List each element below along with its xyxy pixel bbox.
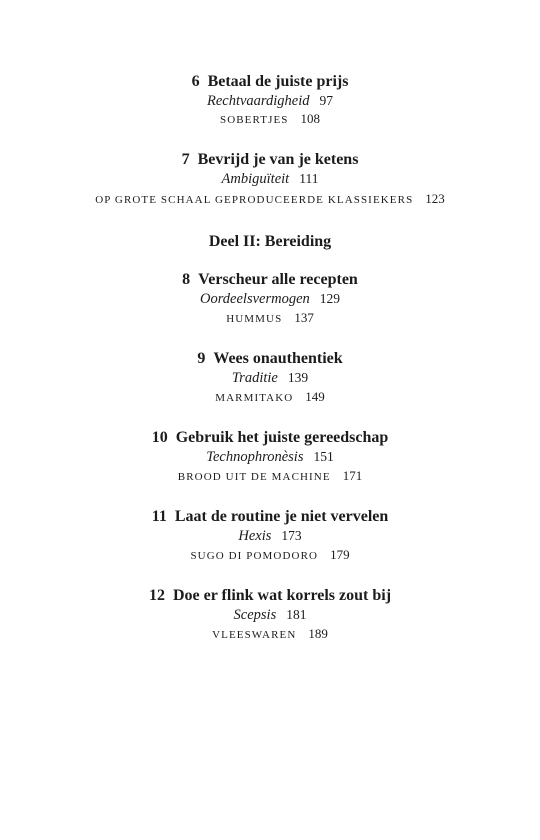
chapter-12-heading [0, 588, 540, 604]
chapter-number: 11 [151, 508, 167, 525]
chapter-title: Laat de routine je niet vervelen [174, 508, 389, 525]
recipe-title: BROOD UIT DE MACHINE [177, 471, 331, 483]
page-number: 108 [300, 111, 321, 126]
chapter-number: 10 [151, 429, 168, 446]
recipe-title: SOBERTJES [219, 114, 289, 126]
page-number: 181 [286, 607, 307, 622]
chapter-7-subtitle-line [0, 172, 540, 187]
page-number: 189 [308, 626, 328, 641]
page-number: 123 [425, 191, 445, 206]
chapter-subtitle: Ambiguïteit [221, 171, 290, 187]
chapter-subtitle: Technophronèsis [206, 449, 304, 465]
chapter-8-recipe-line [0, 311, 540, 325]
chapter-number: 6 [191, 73, 200, 90]
chapter-11-subtitle-line [0, 529, 540, 544]
chapter-8-heading [0, 272, 540, 288]
chapter-title: Betaal de juiste prijs [207, 73, 349, 90]
part-heading [0, 234, 540, 250]
chapter-7-heading [0, 152, 540, 168]
chapter-title: Bevrijd je van je ketens [197, 151, 359, 168]
page-number: 173 [281, 528, 302, 543]
chapter-title: Gebruik het juiste gereedschap [175, 429, 389, 446]
chapter-10-heading [0, 430, 540, 446]
chapter-subtitle: Rechtvaardigheid [206, 93, 310, 109]
page-number: 171 [342, 468, 363, 483]
chapter-number: 9 [197, 350, 206, 367]
page-number: 149 [305, 389, 325, 404]
chapter-subtitle: Traditie [231, 370, 278, 386]
page-number: 129 [319, 291, 341, 306]
part-title: Deel II: Bereiding [208, 233, 332, 250]
page-number: 97 [319, 93, 334, 108]
chapter-title: Verscheur alle recepten [198, 271, 358, 288]
chapter-9-subtitle-line [0, 371, 540, 386]
recipe-title: SUGO DI POMODORO [190, 550, 319, 562]
recipe-title: OP GROTE SCHAAL GEPRODUCEERDE KLASSIEKERS [95, 194, 414, 206]
chapter-12-recipe-line [0, 627, 540, 641]
page-number: 179 [330, 547, 350, 562]
chapter-title: Wees onauthentiek [213, 350, 343, 367]
recipe-title: MARMITAKO [215, 392, 294, 404]
page-number: 111 [299, 171, 319, 186]
chapter-9-heading [0, 351, 540, 367]
page-number: 137 [294, 310, 314, 325]
chapter-subtitle: Hexis [238, 528, 272, 544]
chapter-10-recipe-line [0, 469, 540, 483]
chapter-10-subtitle-line [0, 450, 540, 465]
chapter-12-subtitle-line [0, 608, 540, 623]
recipe-title: HUMMUS [226, 313, 283, 325]
page-number: 151 [313, 449, 334, 464]
chapter-6-heading [0, 74, 540, 90]
chapter-7-recipe-line [0, 192, 540, 206]
chapter-11-recipe-line [0, 548, 540, 562]
chapter-11-heading [0, 509, 540, 525]
chapter-number: 8 [182, 271, 191, 288]
chapter-subtitle: Scepsis [233, 607, 277, 623]
page-number: 139 [287, 370, 309, 385]
chapter-title: Doe er flink wat korrels zout bij [172, 587, 392, 604]
chapter-8-subtitle-line [0, 292, 540, 307]
chapter-9-recipe-line [0, 390, 540, 404]
chapter-number: 7 [181, 151, 190, 168]
chapter-number: 12 [148, 587, 165, 604]
recipe-title: VLEESWAREN [212, 629, 297, 641]
chapter-6-recipe-line [0, 112, 540, 126]
chapter-6-subtitle-line [0, 94, 540, 109]
chapter-subtitle: Oordeelsvermogen [199, 291, 310, 307]
